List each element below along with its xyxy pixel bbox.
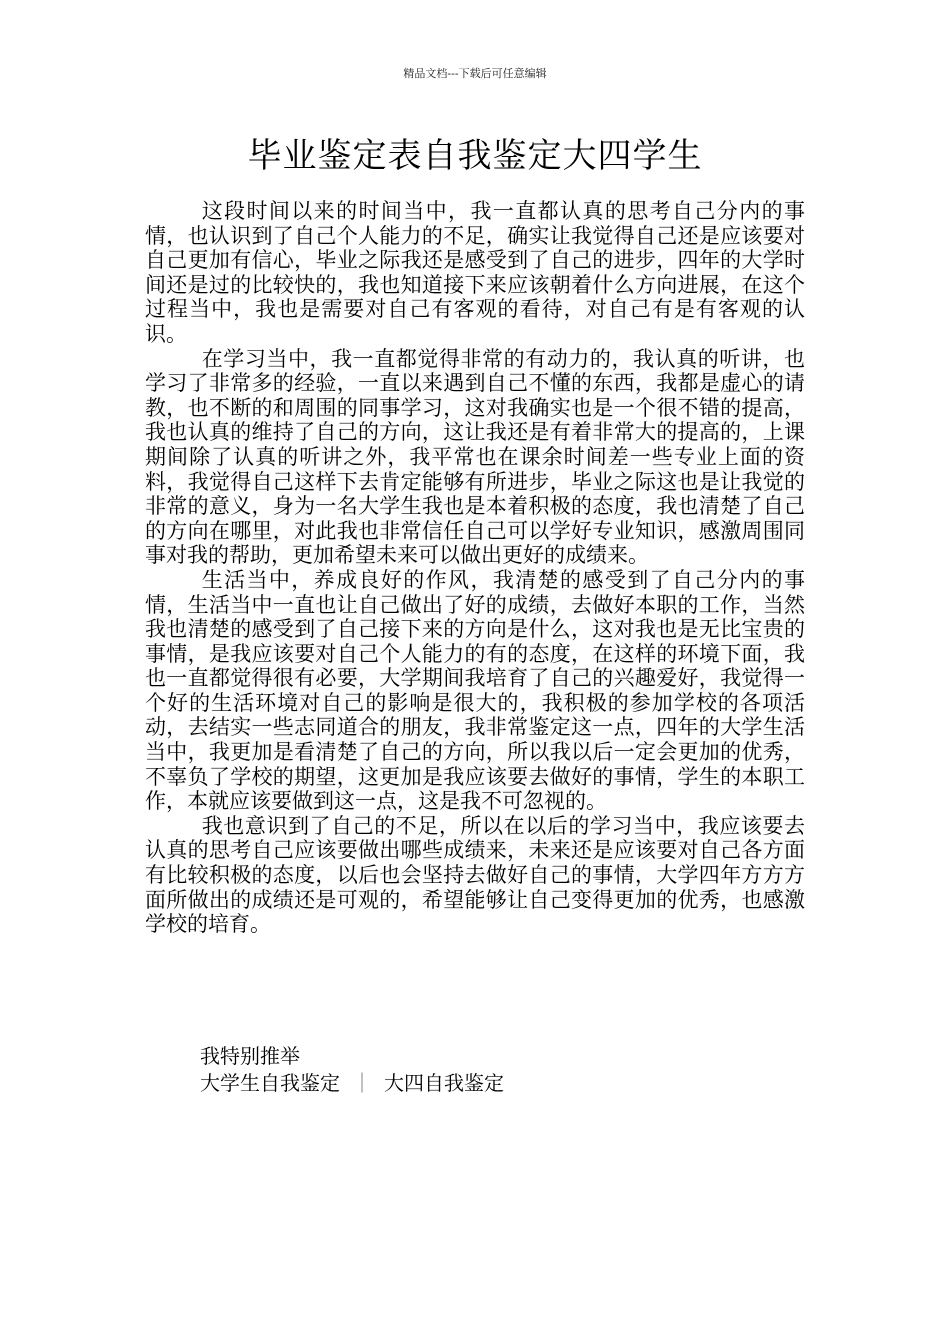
recommend-heading: 我特别推举 [200, 1044, 300, 1068]
recommend-link-senior-self-evaluation[interactable]: 大四自我鉴定 [384, 1071, 504, 1095]
document-body [145, 199, 805, 937]
recommend-section [200, 1043, 504, 1097]
paragraph-4: 我也意识到了自己的不足，所以在以后的学习当中，我应该要去认真的思考自己应该要做出哪些成绩来，未来还是应该要对自己各方面有比较积极的态度，以后也会坚持去做好自己的事情，大学四年方方方面所做出的成绩还是可观的，希望能够让自己变得更加的优秀，也感激学校的培育。 [145, 813, 805, 937]
link-separator: ｜ [352, 1071, 372, 1095]
recommend-links [200, 1070, 504, 1097]
paragraph-1: 这段时间以来的时间当中，我一直都认真的思考自己分内的事情，也认识到了自己个人能力的不足，确实让我觉得自己还是应该要对自己更加有信心，毕业之际我还是感受到了自己的进步，四年的大学时间还是过的比较快的，我也知道接下来应该朝着什么方向进展，在这个过程当中，我也是需要对自己有客观的看待，对自己有是有客观的认识。 [145, 199, 805, 346]
paragraph-3: 生活当中，养成良好的作风，我清楚的感受到了自己分内的事情，生活当中一直也让自己做出了好的成绩，去做好本职的工作，当然我也清楚的感受到了自己接下来的方向是什么，这对我也是无比宝贵的事情，是我应该要对自己个人能力的有的态度，在这样的环境下面，我也一直都觉得很有必要，大学期间我培育了自己的兴趣爱好，我觉得一个好的生活环境对自己的影响是很大的，我积极的参加学校的各项活动，去结实一些志同道合的朋友，我非常鉴定这一点，四年的大学生活当中，我更加是看清楚了自己的方向，所以我以后一定会更加的优秀，不辜负了学校的期望，这更加是我应该要去做好的事情，学生的本职工作，本就应该要做到这一点，这是我不可忽视的。 [145, 567, 805, 814]
header-note: 精品文档---下载后可任意编辑 [403, 67, 547, 80]
paragraph-2: 在学习当中，我一直都觉得非常的有动力的，我认真的听讲，也学习了非常多的经验，一直以来遇到自己不懂的东西，我都是虚心的请教，也不断的和周围的同事学习，这对我确实也是一个很不错的提高，我也认真的维持了自己的方向，这让我还是有着非常大的提高的，上课期间除了认真的听讲之外，我平常也在课余时间差一些专业上面的资料，我觉得自己这样下去肯定能够有所进步，毕业之际这也是让我觉的非常的意义，身为一名大学生我也是本着积极的态度，我也清楚了自己的方向在哪里，对此我也非常信任自己可以学好专业知识，感激周围同事对我的帮助，更加希望未来可以做出更好的成绩来。 [145, 346, 805, 568]
document-title: 毕业鉴定表自我鉴定大四学生 [247, 136, 703, 176]
recommend-link-college-self-evaluation[interactable]: 大学生自我鉴定 [200, 1071, 340, 1095]
